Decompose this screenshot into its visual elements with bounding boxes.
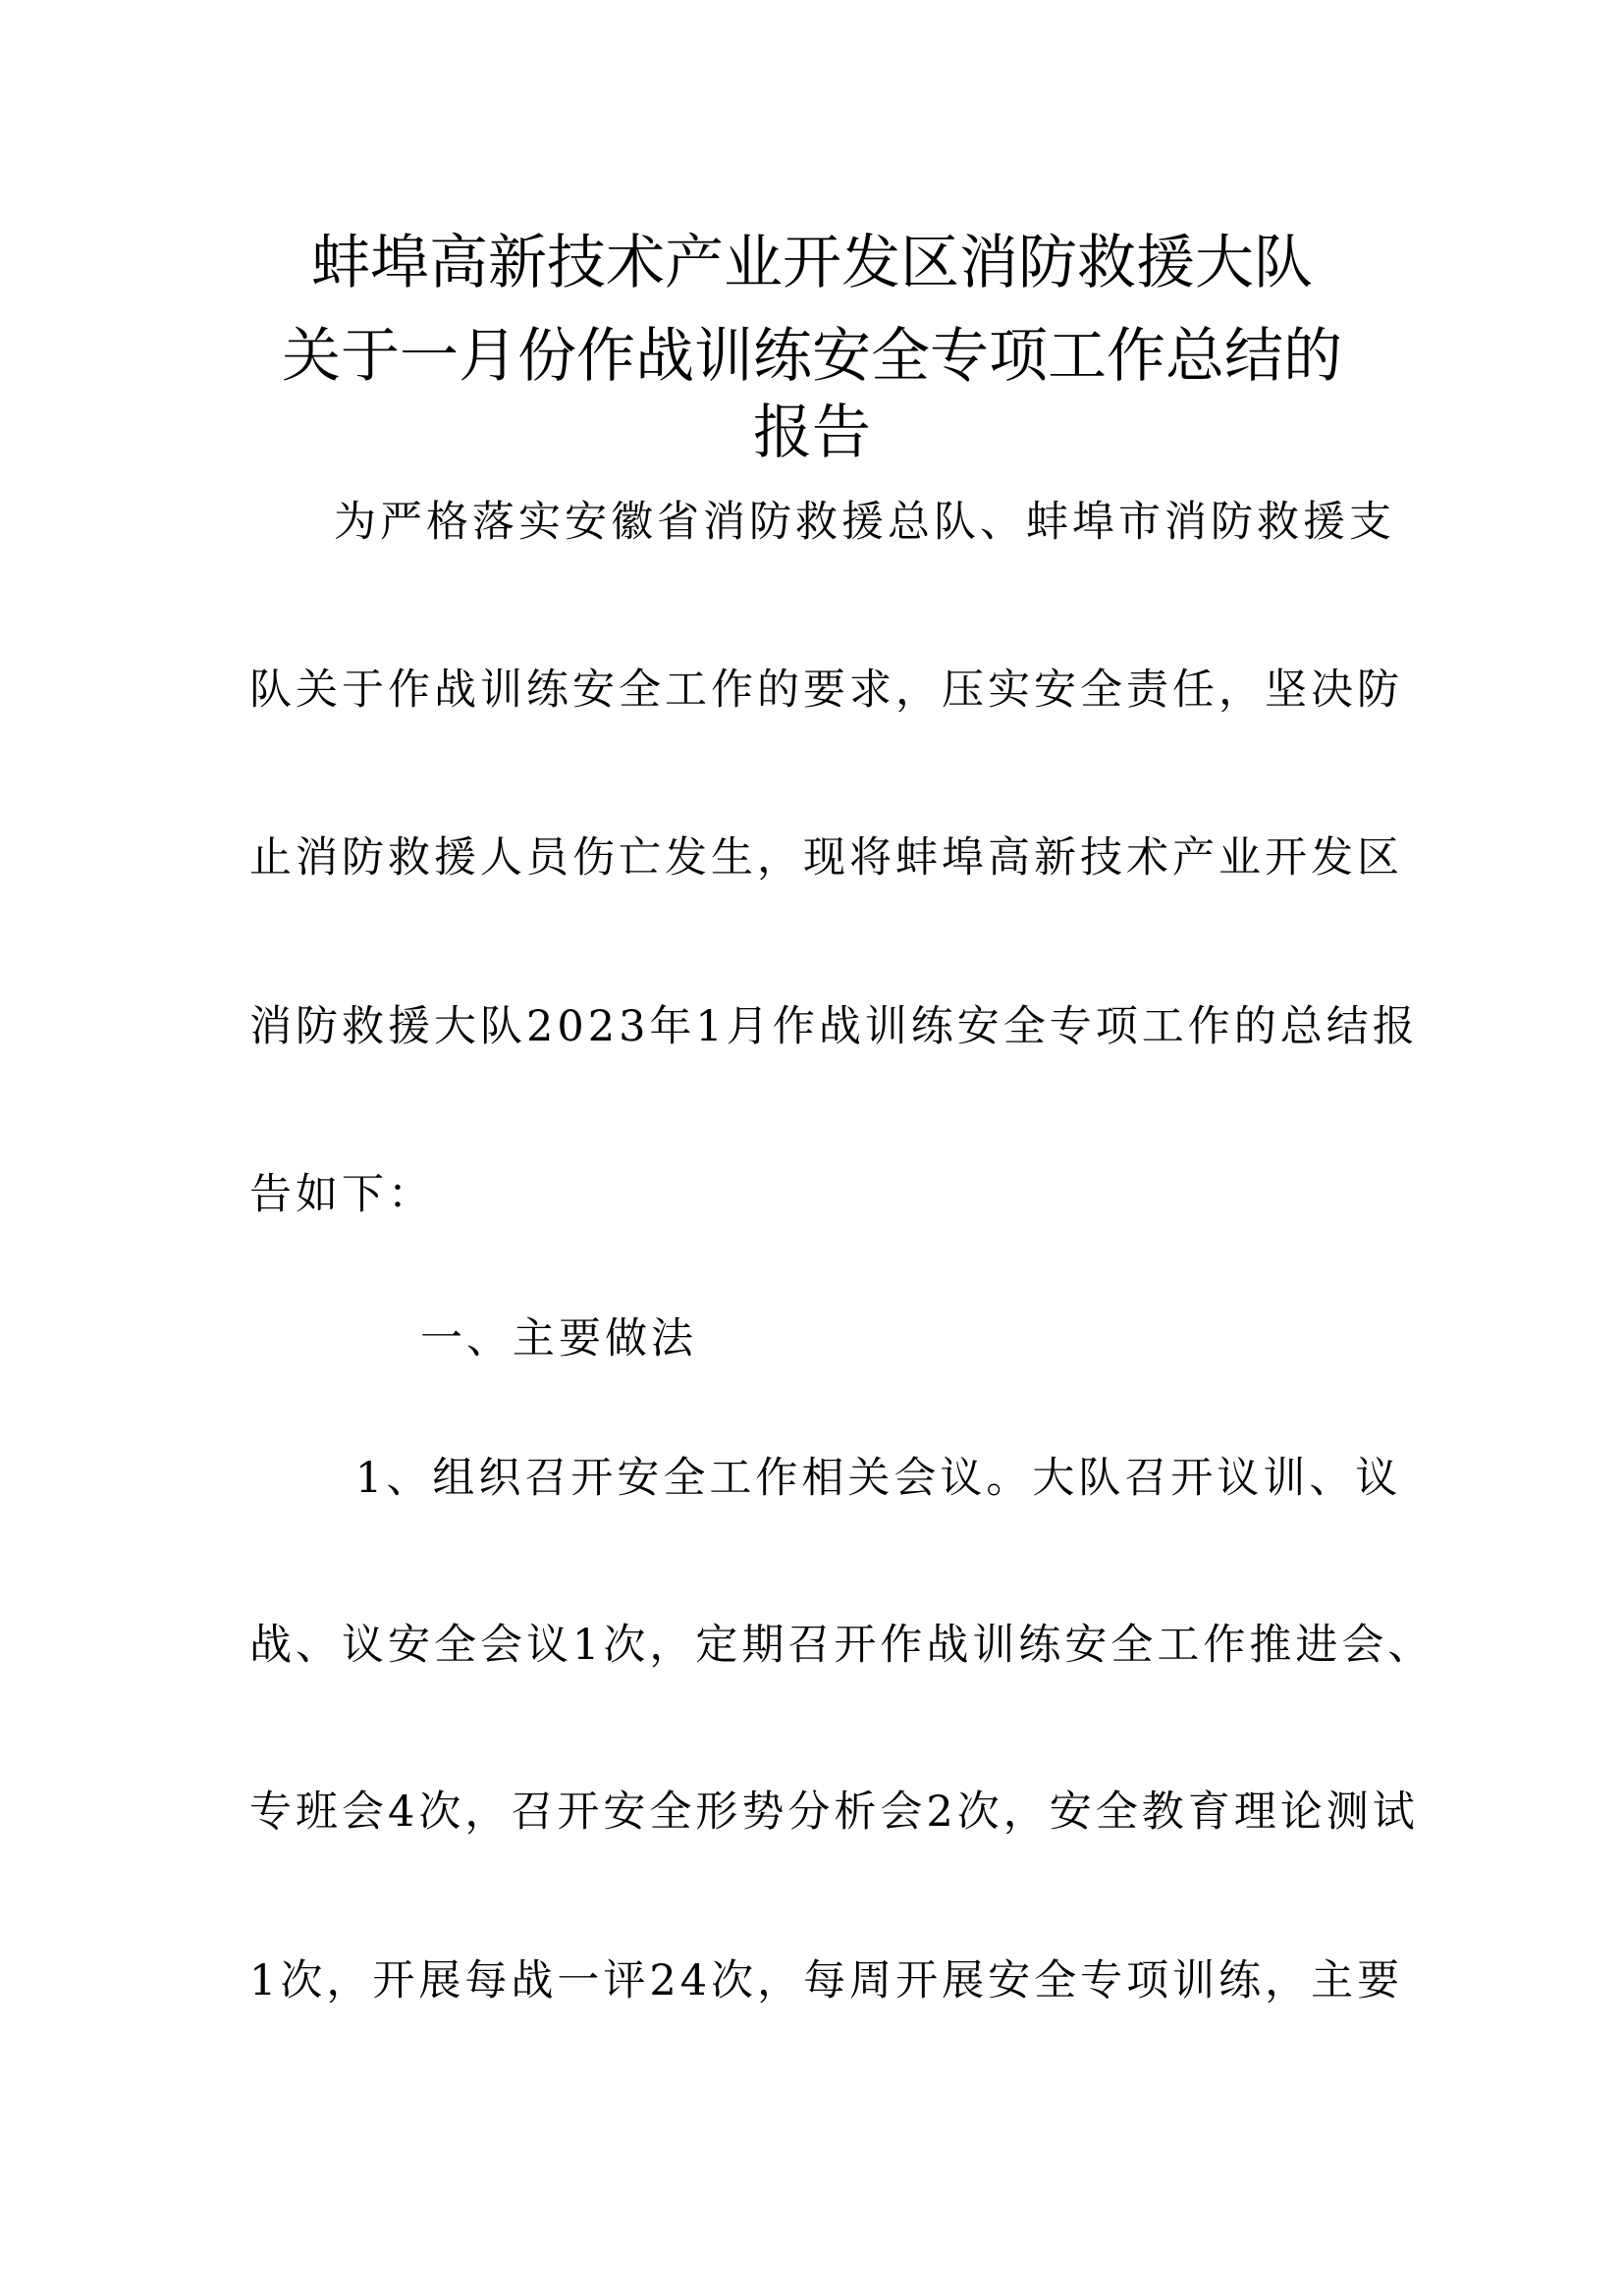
body-line-1: 为严格落实安徽省消防救援总队、蚌埠市消防救援支 — [334, 498, 1395, 547]
body-line-9: 专班会4次，召开安全形势分析会2次，安全教育理论测试 — [249, 1788, 1419, 1837]
body-line-10: 1次，开展每战一评24次，每周开展安全专项训练，主要 — [249, 1956, 1404, 2005]
body-line-2: 队关于作战训练安全工作的要求，压实安全责任，坚决防 — [249, 666, 1403, 715]
body-line-8: 战、议安全会议1次，定期召开作战训练安全工作推进会、 — [249, 1621, 1435, 1670]
section-heading: 一、主要做法 — [420, 1314, 697, 1363]
title-line-3: 报告 — [753, 399, 871, 467]
body-line-4: 消防救援大队2023年1月作战训练安全专项工作的总结报 — [249, 1002, 1419, 1051]
title-line-1: 蚌埠高新技术产业开发区消防救援大队 — [311, 229, 1313, 297]
title-line-2: 关于一月份作战训练安全专项工作总结的 — [282, 322, 1342, 391]
body-line-5: 告如下： — [249, 1170, 434, 1219]
body-line-7: 1、组织召开安全工作相关会议。大队召开议训、议 — [355, 1454, 1402, 1503]
body-line-3: 止消防救援人员伤亡发生，现将蚌埠高新技术产业开发区 — [249, 833, 1403, 882]
